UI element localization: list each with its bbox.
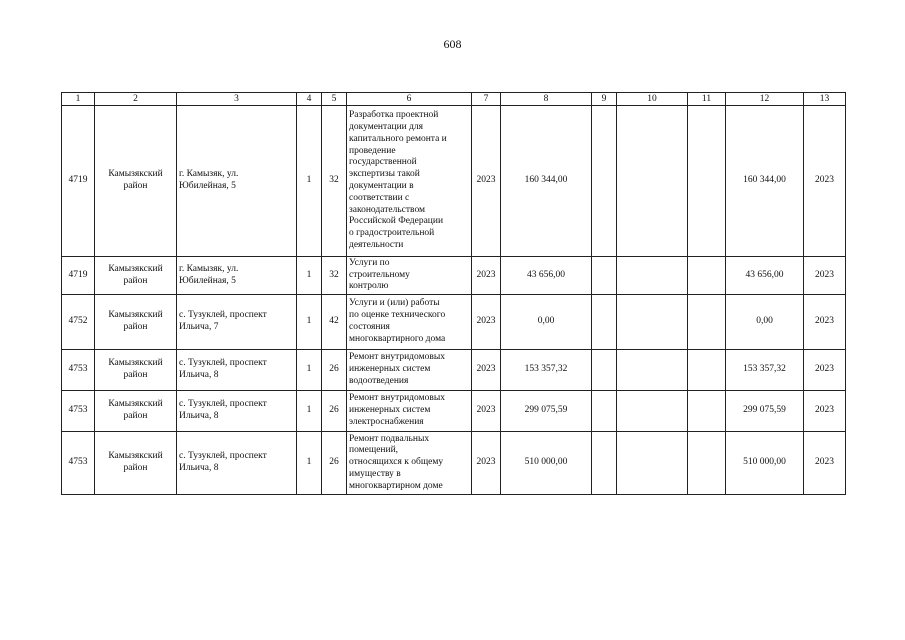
row-year: 2023 bbox=[472, 432, 501, 495]
row-address: с. Тузуклей, проспект Ильича, 8 bbox=[177, 350, 297, 391]
header-cell: 2 bbox=[95, 93, 177, 106]
header-cell: 9 bbox=[592, 93, 617, 106]
row-description: Разработка проектной документации для капитального ремонта и проведение государственной экспертизы такой документации в соответствии с законодательством Российской Федерации о градостроительной деятельности bbox=[347, 106, 472, 257]
row-col4: 1 bbox=[297, 106, 322, 257]
row-col12: 160 344,00 bbox=[726, 106, 804, 257]
row-col9 bbox=[592, 391, 617, 432]
row-col9 bbox=[592, 350, 617, 391]
header-cell: 10 bbox=[617, 93, 688, 106]
row-address: с. Тузуклей, проспект Ильича, 8 bbox=[177, 432, 297, 495]
header-cell: 7 bbox=[472, 93, 501, 106]
row-col11 bbox=[688, 257, 726, 295]
row-col13: 2023 bbox=[804, 295, 846, 350]
row-col9 bbox=[592, 432, 617, 495]
header-cell: 8 bbox=[501, 93, 592, 106]
row-id: 4753 bbox=[62, 350, 95, 391]
capital-repair-table bbox=[61, 92, 846, 495]
row-year: 2023 bbox=[472, 350, 501, 391]
header-cell: 12 bbox=[726, 93, 804, 106]
row-col11 bbox=[688, 106, 726, 257]
row-col4: 1 bbox=[297, 295, 322, 350]
row-col5: 26 bbox=[322, 391, 347, 432]
row-address: г. Камызяк, ул. Юбилейная, 5 bbox=[177, 106, 297, 257]
row-id: 4719 bbox=[62, 106, 95, 257]
row-description: Ремонт подвальных помещений, относящихся к общему имуществу в многоквартирном доме bbox=[347, 432, 472, 495]
row-address: с. Тузуклей, проспект Ильича, 8 bbox=[177, 391, 297, 432]
row-col9 bbox=[592, 106, 617, 257]
row-total: 510 000,00 bbox=[501, 432, 592, 495]
row-col13: 2023 bbox=[804, 432, 846, 495]
table-row bbox=[62, 432, 846, 495]
row-total: 153 357,32 bbox=[501, 350, 592, 391]
row-col5: 32 bbox=[322, 106, 347, 257]
row-col5: 26 bbox=[322, 432, 347, 495]
header-cell: 5 bbox=[322, 93, 347, 106]
row-col4: 1 bbox=[297, 391, 322, 432]
row-col4: 1 bbox=[297, 350, 322, 391]
row-col12: 0,00 bbox=[726, 295, 804, 350]
row-id: 4719 bbox=[62, 257, 95, 295]
row-id: 4752 bbox=[62, 295, 95, 350]
row-district: Камызякский район bbox=[95, 432, 177, 495]
row-col10 bbox=[617, 106, 688, 257]
row-col12: 153 357,32 bbox=[726, 350, 804, 391]
row-year: 2023 bbox=[472, 391, 501, 432]
header-cell: 6 bbox=[347, 93, 472, 106]
row-col13: 2023 bbox=[804, 106, 846, 257]
row-col10 bbox=[617, 350, 688, 391]
row-total: 43 656,00 bbox=[501, 257, 592, 295]
row-district: Камызякский район bbox=[95, 257, 177, 295]
row-col12: 299 075,59 bbox=[726, 391, 804, 432]
row-col4: 1 bbox=[297, 432, 322, 495]
row-col13: 2023 bbox=[804, 257, 846, 295]
row-col12: 510 000,00 bbox=[726, 432, 804, 495]
row-total: 160 344,00 bbox=[501, 106, 592, 257]
page-number: 608 bbox=[443, 37, 462, 51]
table-row bbox=[62, 106, 846, 257]
row-col10 bbox=[617, 391, 688, 432]
header-cell: 4 bbox=[297, 93, 322, 106]
row-col10 bbox=[617, 432, 688, 495]
row-col11 bbox=[688, 295, 726, 350]
row-col5: 26 bbox=[322, 350, 347, 391]
row-address: с. Тузуклей, проспект Ильича, 7 bbox=[177, 295, 297, 350]
row-col9 bbox=[592, 295, 617, 350]
table-row bbox=[62, 295, 846, 350]
row-col11 bbox=[688, 391, 726, 432]
row-description: Услуги по строительному контролю bbox=[347, 257, 472, 295]
row-total: 0,00 bbox=[501, 295, 592, 350]
row-id: 4753 bbox=[62, 432, 95, 495]
row-total: 299 075,59 bbox=[501, 391, 592, 432]
row-description: Ремонт внутридомовых инженерных систем электроснабжения bbox=[347, 391, 472, 432]
row-district: Камызякский район bbox=[95, 295, 177, 350]
row-col13: 2023 bbox=[804, 391, 846, 432]
header-row bbox=[62, 93, 846, 106]
row-district: Камызякский район bbox=[95, 350, 177, 391]
row-col11 bbox=[688, 432, 726, 495]
row-year: 2023 bbox=[472, 257, 501, 295]
row-col9 bbox=[592, 257, 617, 295]
table-row bbox=[62, 350, 846, 391]
row-id: 4753 bbox=[62, 391, 95, 432]
row-col10 bbox=[617, 295, 688, 350]
row-col4: 1 bbox=[297, 257, 322, 295]
header-cell: 13 bbox=[804, 93, 846, 106]
row-col13: 2023 bbox=[804, 350, 846, 391]
header-cell: 11 bbox=[688, 93, 726, 106]
table-row bbox=[62, 391, 846, 432]
row-col5: 42 bbox=[322, 295, 347, 350]
row-year: 2023 bbox=[472, 106, 501, 257]
row-address: г. Камызяк, ул. Юбилейная, 5 bbox=[177, 257, 297, 295]
row-year: 2023 bbox=[472, 295, 501, 350]
header-cell: 1 bbox=[62, 93, 95, 106]
row-col11 bbox=[688, 350, 726, 391]
row-col10 bbox=[617, 257, 688, 295]
row-district: Камызякский район bbox=[95, 391, 177, 432]
row-district: Камызякский район bbox=[95, 106, 177, 257]
row-col5: 32 bbox=[322, 257, 347, 295]
header-cell: 3 bbox=[177, 93, 297, 106]
table-row bbox=[62, 257, 846, 295]
row-col12: 43 656,00 bbox=[726, 257, 804, 295]
row-description: Ремонт внутридомовых инженерных систем водоотведения bbox=[347, 350, 472, 391]
row-description: Услуги и (или) работы по оценке технического состояния многоквартирного дома bbox=[347, 295, 472, 350]
